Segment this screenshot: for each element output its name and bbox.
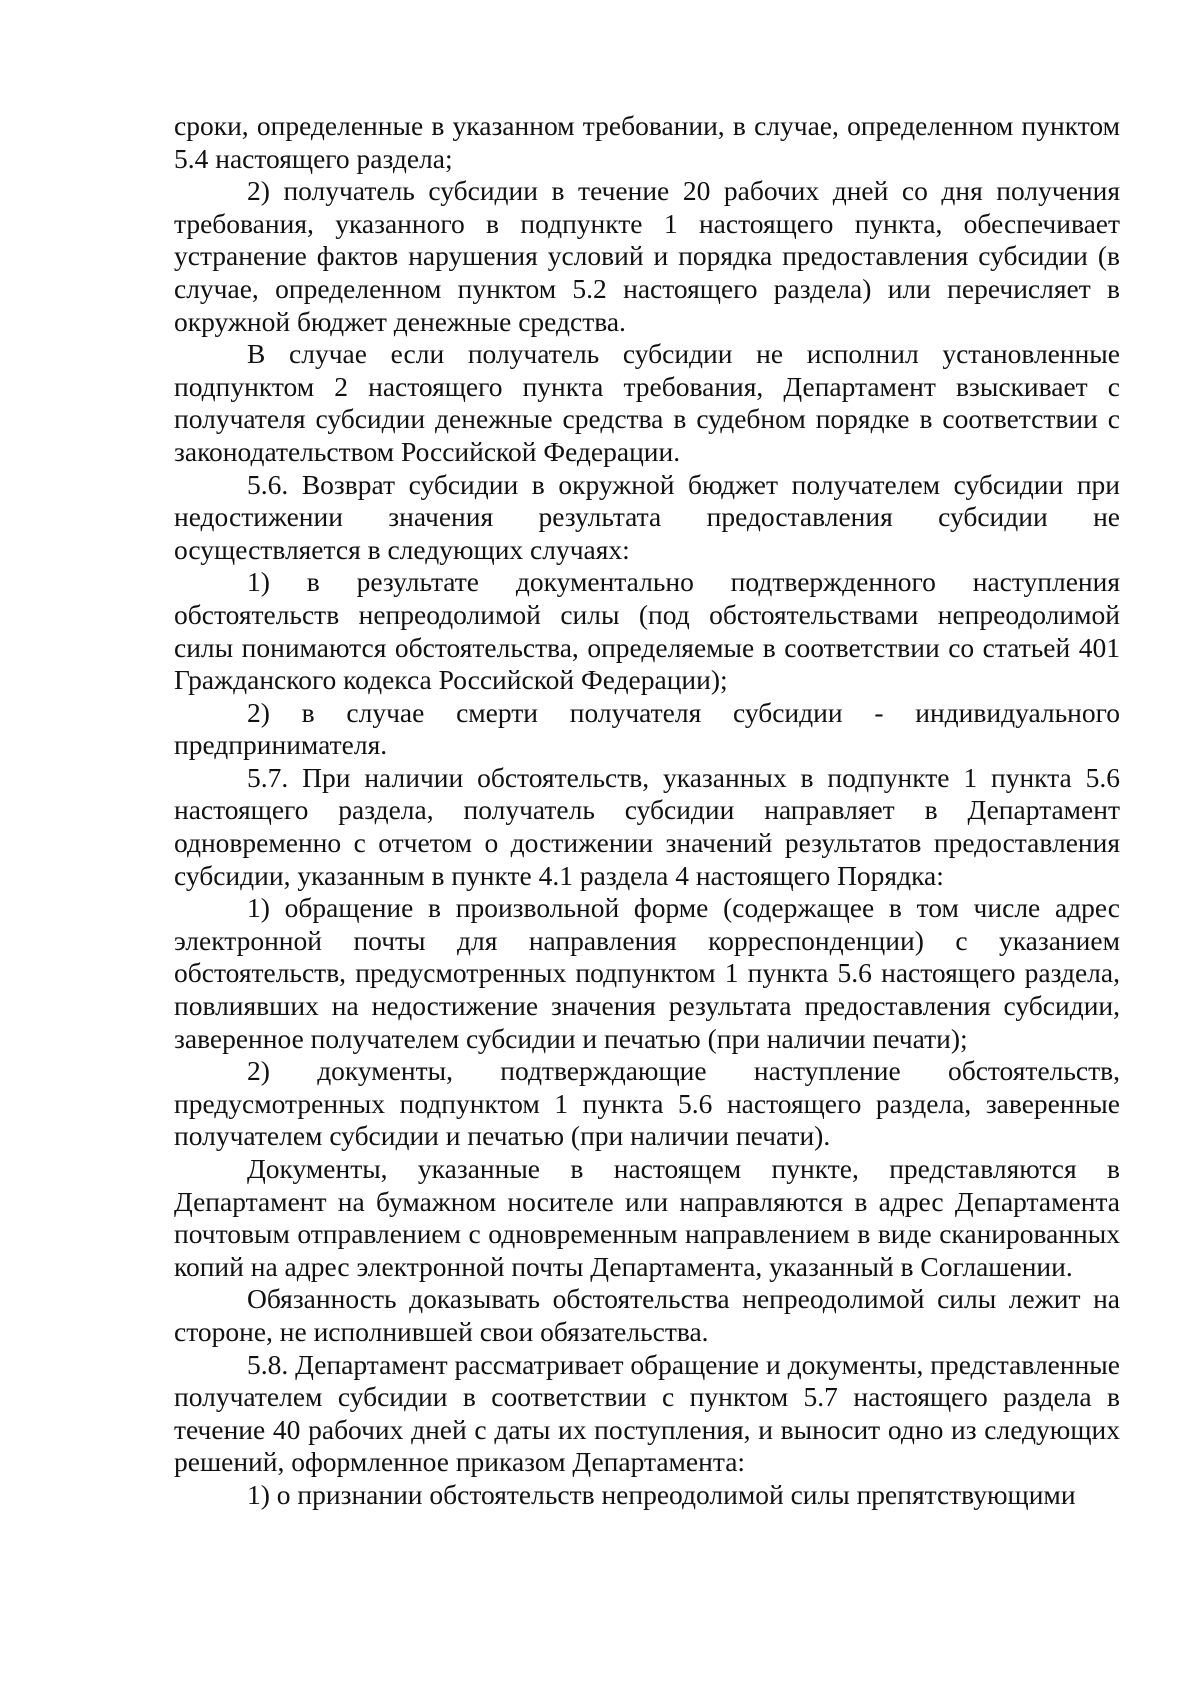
paragraph-5-6-item-1: 1) в результате документально подтвержденного наступления обстоятельств непреодолимой силы (под обстоятельствами непреодолимой силы понимаются обстоятельства, определяемые в соответствии со статьей 401 Гражданского кодекса Российской Федерации); [174,566,1120,696]
paragraph-5-7-burden-of-proof: Обязанность доказывать обстоятельства непреодолимой силы лежит на стороне, не исполнившей свои обязательства. [174,1283,1120,1347]
paragraph-5-5-item-2: 2) получатель субсидии в течение 20 рабочих дней со дня получения требования, указанного в подпункте 1 настоящего пункта, обеспечивает устранение фактов нарушения условий и порядка предоставления субсидии (в случае, определенном пунктом 5.2 настоящего раздела) или перечисляет в окружной бюджет денежные средства. [174,175,1120,337]
document-page [174,110,1120,1512]
paragraph-5-7-submission: Документы, указанные в настоящем пункте, представляются в Департамент на бумажном носителе или направляются в адрес Департамента почтовым отправлением с одновременным направлением в виде сканированных копий на адрес электронной почты Департамента, указанный в Соглашении. [174,1153,1120,1282]
paragraph-continuation: сроки, определенные в указанном требовании, в случае, определенном пунктом 5.4 настоящего раздела; [174,110,1120,174]
paragraph-5-7-item-1: 1) обращение в произвольной форме (содержащее в том числе адрес электронной почты для направления корреспонденции) с указанием обстоятельств, предусмотренных подпунктом 1 пункта 5.6 настоящего раздела, повлиявших на недостижение значения результата предоставления субсидии, заверенное получателем субсидии и печатью (при наличии печати); [174,892,1120,1054]
paragraph-5-7-item-2: 2) документы, подтверждающие наступление обстоятельств, предусмотренных подпунктом 1 пункта 5.6 настоящего раздела, заверенные получателем субсидии и печатью (при наличии печати). [174,1055,1120,1152]
paragraph-5-5-recovery: В случае если получатель субсидии не исполнил установленные подпунктом 2 настоящего пункта требования, Департамент взыскивает с получателя субсидии денежные средства в судебном порядке в соответствии с законодательством Российской Федерации. [174,338,1120,467]
paragraph-5-8-item-1: 1) о признании обстоятельств непреодолимой силы препятствующими [247,1478,1076,1510]
paragraph-5-8: 5.8. Департамент рассматривает обращение и документы, представленные получателем субсидии в соответствии с пунктом 5.7 настоящего раздела в течение 40 рабочих дней с даты их поступления, и выносит одно из следующих решений, оформленное приказом Департамента: [174,1348,1120,1478]
paragraph-5-7: 5.7. При наличии обстоятельств, указанных в подпункте 1 пункта 5.6 настоящего раздела, получатель субсидии направляет в Департамент одновременно с отчетом о достижении значений результатов предоставления субсидии, указанным в пункте 4.1 раздела 4 настоящего Порядка: [174,761,1120,891]
paragraph-5-6: 5.6. Возврат субсидии в окружной бюджет получателем субсидии при недостижении значения результата предоставления субсидии не осуществляется в следующих случаях: [174,468,1120,565]
paragraph-5-6-item-2: 2) в случае смерти получателя субсидии - индивидуального предпринимателя. [174,696,1120,761]
